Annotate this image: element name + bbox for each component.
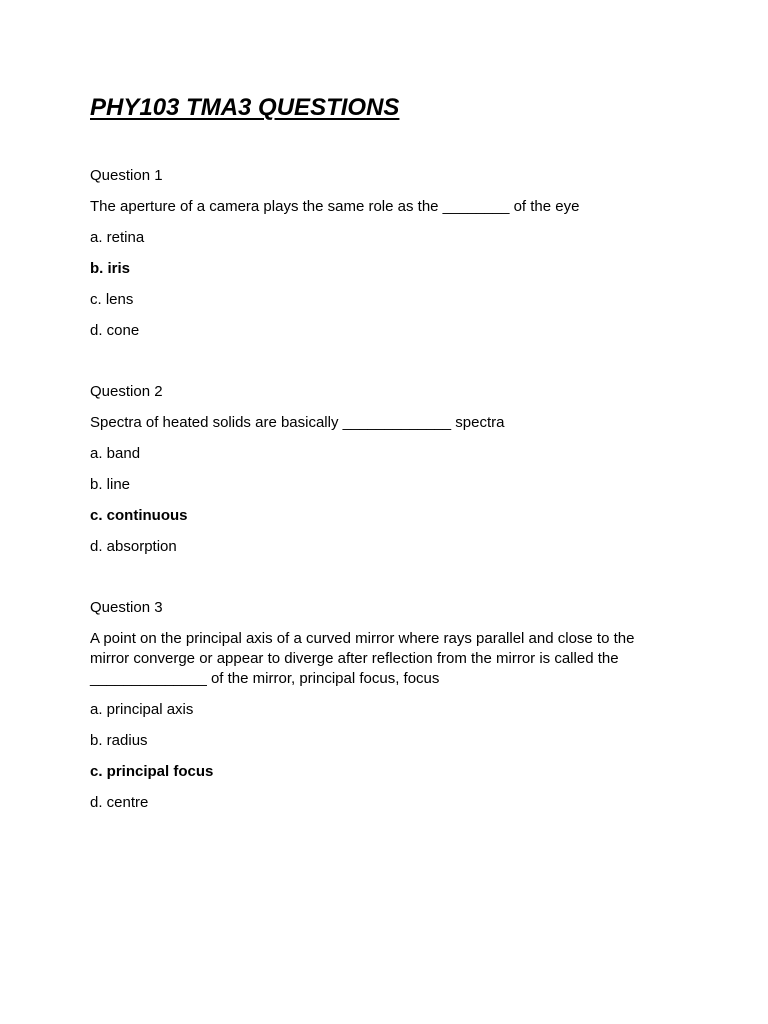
option-d: d. absorption <box>90 538 177 555</box>
question-heading: Question 3 <box>90 599 163 616</box>
option-a: a. retina <box>90 229 145 246</box>
question-2 <box>90 382 650 568</box>
question-1 <box>90 166 650 352</box>
question-3 <box>90 598 650 824</box>
document-title: PHY103 TMA3 QUESTIONS <box>90 94 400 121</box>
option-a: a. band <box>90 445 141 462</box>
option-a: a. principal axis <box>90 701 194 718</box>
option-c-correct: c. principal focus <box>90 763 214 780</box>
option-c-correct: c. continuous <box>90 507 188 524</box>
question-text: Spectra of heated solids are basically _____________ spectra <box>90 414 505 431</box>
question-heading: Question 1 <box>90 167 163 184</box>
option-b: b. radius <box>90 732 148 749</box>
option-b: b. line <box>90 476 131 493</box>
option-c: c. lens <box>90 291 134 308</box>
question-text: The aperture of a camera plays the same role as the ________ of the eye <box>90 198 580 215</box>
option-d: d. cone <box>90 322 140 339</box>
option-b-correct: b. iris <box>90 260 131 277</box>
question-heading: Question 2 <box>90 383 163 400</box>
question-text: A point on the principal axis of a curved mirror where rays parallel and close to the mirror converge or appear to diverge after reflection from the mirror is called the ______________ of the mirror, principal focus, focus <box>90 630 635 687</box>
option-d: d. centre <box>90 794 149 811</box>
